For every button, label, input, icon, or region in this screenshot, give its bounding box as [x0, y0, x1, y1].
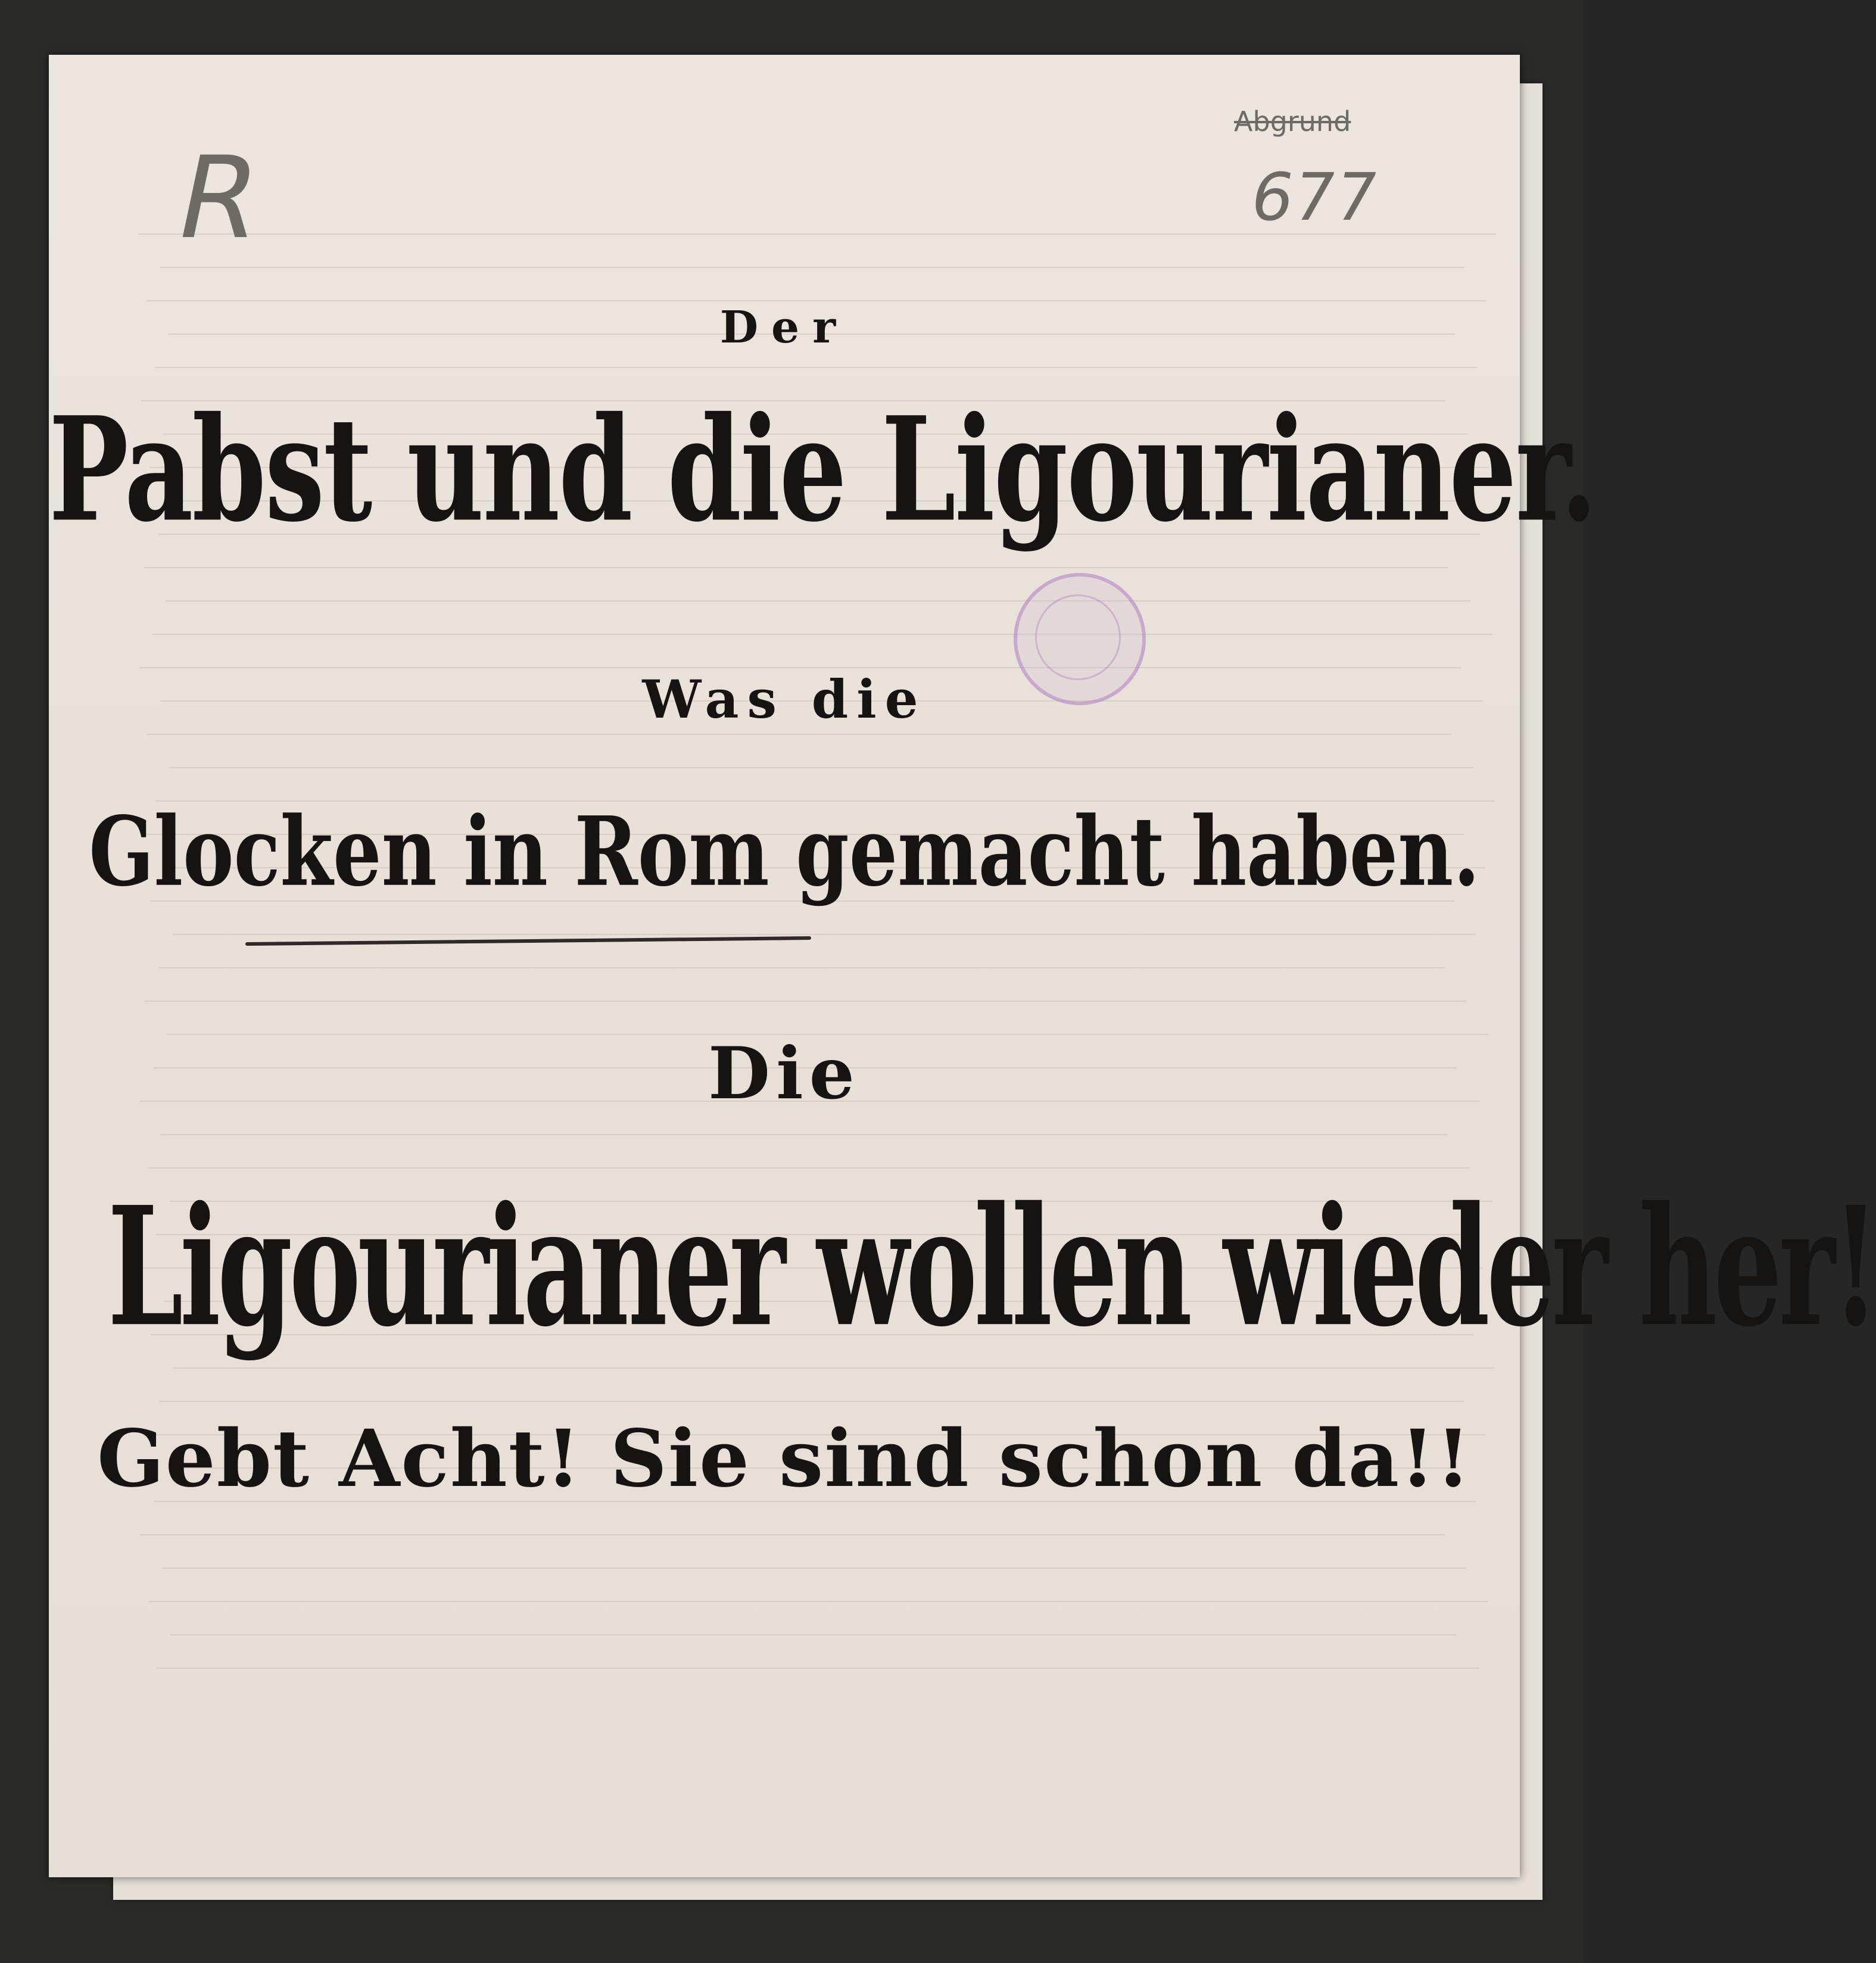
headline-die: Die	[708, 1032, 861, 1116]
headline-pabst: Pabst und die Ligourianer.	[49, 385, 1597, 554]
bleed-through-line	[166, 600, 1470, 602]
pencil-annotation-letter: R	[166, 132, 273, 264]
bleed-through-line	[155, 367, 1477, 368]
headline-was-die: Was die	[642, 668, 927, 730]
bleed-through-line	[170, 1634, 1457, 1635]
document-page	[49, 55, 1876, 1877]
bleed-through-line	[172, 934, 1476, 935]
bleed-through-line	[144, 567, 1448, 568]
bleed-through-line	[148, 1167, 1470, 1169]
headline-gebt-acht: Gebt Acht! Sie sind schon da!!	[97, 1413, 1472, 1505]
headline-glocken: Glocken in Rom gemacht haben.	[89, 796, 1480, 908]
pencil-annotation-top-right: Abgrund	[1234, 105, 1351, 138]
bleed-through-line	[158, 967, 1445, 968]
bleed-through-line	[145, 1001, 1467, 1002]
pencil-annotation-number: 677	[1245, 159, 1384, 235]
bleed-through-line	[159, 1401, 1463, 1402]
bleed-through-line	[162, 1568, 1466, 1569]
bleed-through-line	[157, 1668, 1479, 1669]
bleed-through-line	[173, 1367, 1495, 1369]
bleed-through-line	[140, 1534, 1444, 1535]
library-stamp-inner-ring	[1035, 594, 1121, 680]
bleed-through-line	[169, 767, 1473, 768]
bleed-through-line	[147, 300, 1487, 301]
bleed-through-line	[148, 1601, 1488, 1602]
bleed-through-line	[160, 267, 1464, 268]
headline-ligourianer-wollen: Ligourianer wollen wieder her!	[107, 1171, 1876, 1363]
bleed-through-line	[161, 1134, 1448, 1135]
bleed-through-line	[147, 734, 1451, 735]
headline-der: Der	[719, 302, 849, 353]
bleed-through-line	[152, 634, 1492, 635]
